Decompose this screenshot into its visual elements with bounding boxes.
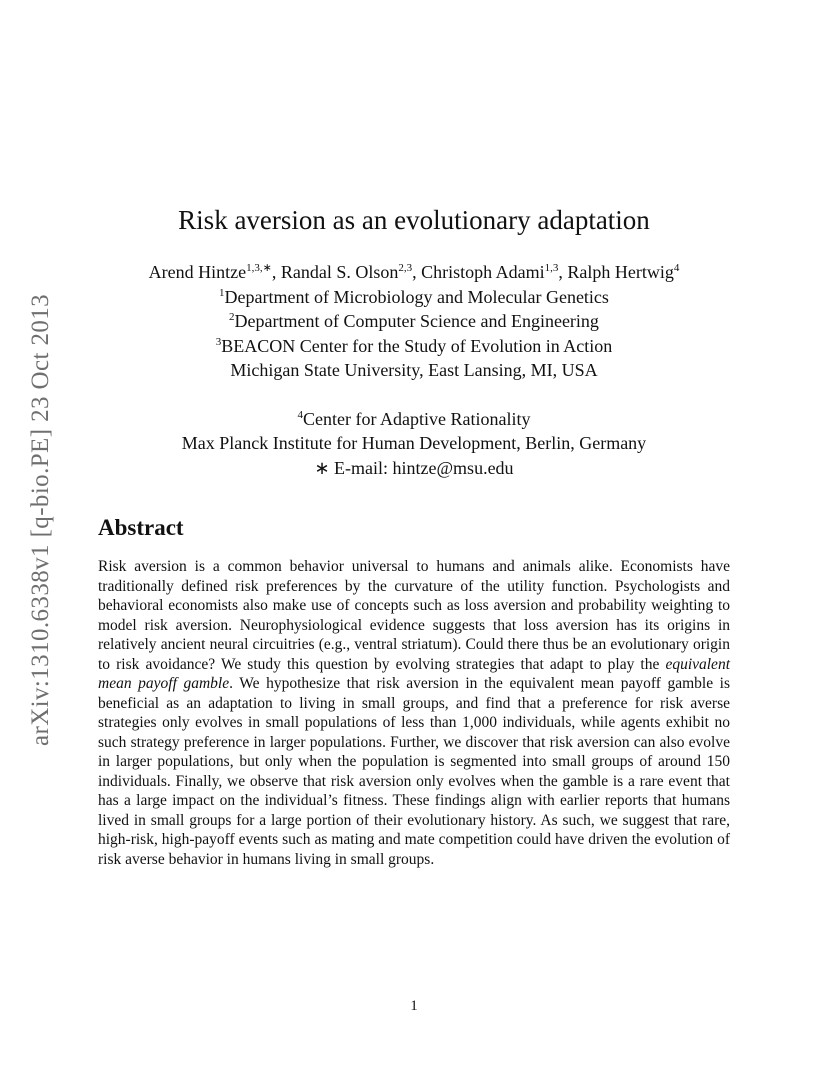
affiliation-line <box>0 358 828 383</box>
affiliation-line <box>0 431 828 456</box>
author-name: Randal S. Olson <box>280 262 399 282</box>
affiliation-spacer <box>0 383 828 407</box>
abstract-text <box>98 557 730 869</box>
author-affiliation-marker: 2,3 <box>398 262 413 274</box>
author-affiliation-marker: 1,3,∗ <box>246 262 272 274</box>
author-name: Ralph Hertwig <box>567 262 674 282</box>
affiliation-marker: 3 <box>215 335 222 348</box>
abstract-emphasis: equivalent mean payoff gamble <box>98 655 730 692</box>
affiliation-line <box>0 407 828 432</box>
affiliation-text: BEACON Center for the Study of Evolution in Action <box>221 335 613 356</box>
author-name: Arend Hintze <box>148 262 247 282</box>
author-name: Christoph Adami <box>421 262 545 282</box>
abstract-text-part: . We hypothesize that risk aversion in the equivalent mean payoff gamble is beneficial as an adaptation to living in small groups, and find that a preference for risk averse strategies only evolves in small populations of less than 1,000 individuals, while agents exhibit no such strategy preference in larger populations. Further, we discover that risk aversion can also evolve in larger populations, but only when the population is segmented into small groups of around 150 individuals. Finally, we observe that risk aversion only evolves when the gamble is a rare event that has a large impact on the individual’s fitness. These findings align with earlier reports that humans lived in small groups for a large portion of their evolutionary history. As such, we suggest that rare, high-risk, high-payoff events such as mating and mate competition could have driven the evolution of risk averse behavior in humans living in small groups. <box>98 675 730 868</box>
arxiv-identifier: arXiv:1310.6338v1 [q-bio.PE] 23 Oct 2013 <box>27 293 54 747</box>
author-affiliation-marker: 1,3 <box>544 262 559 274</box>
paper-title: Risk aversion as an evolutionary adaptation <box>178 205 650 235</box>
affiliation-marker: 2 <box>229 311 235 323</box>
page-number: 1 <box>410 998 418 1014</box>
affiliation-marker: 4 <box>297 408 304 421</box>
affiliation-text: Max Planck Institute for Human Development, Berlin, Germany <box>181 433 647 453</box>
affiliation-text: Center for Adaptive Rationality <box>303 408 531 429</box>
author-affiliation-marker: 4 <box>673 262 680 274</box>
abstract-text-part: Risk aversion is a common behavior universal to humans and animals alike. Economists have traditionally defined risk preferences by the curvature of the utility function. Psychologists and behavioral economists also make use of concepts such as loss aversion and probability weighting to model risk aversion. Neurophysiological evidence suggests that loss aversion has its origins in relatively ancient neural circuitries (e.g., ventral striatum). Could there thus be an evolutionary origin to risk avoidance? We study this question by evolving strategies that adapt to play the <box>98 558 730 673</box>
affiliation-line <box>0 285 828 310</box>
affiliation-text: Department of Microbiology and Molecular Genetics <box>224 286 609 307</box>
abstract-heading: Abstract <box>98 515 184 540</box>
affiliation-line <box>0 309 828 334</box>
affiliation-line <box>0 334 828 359</box>
author-list: Arend Hintze$^{1,3,∗}$, Randal S. Olson$^{2,3}$, Christoph Adami$^{1,3}$, Ralph Hertwig$^4$ <box>148 262 680 282</box>
affiliation-marker: 1 <box>219 286 225 299</box>
affiliation-text: Michigan State University, East Lansing, MI, USA <box>230 360 598 380</box>
author-block <box>0 260 828 480</box>
affiliation-text: Department of Computer Science and Engineering <box>234 311 599 331</box>
corresponding-email: ∗ E-mail: hintze@msu.edu <box>314 457 514 478</box>
